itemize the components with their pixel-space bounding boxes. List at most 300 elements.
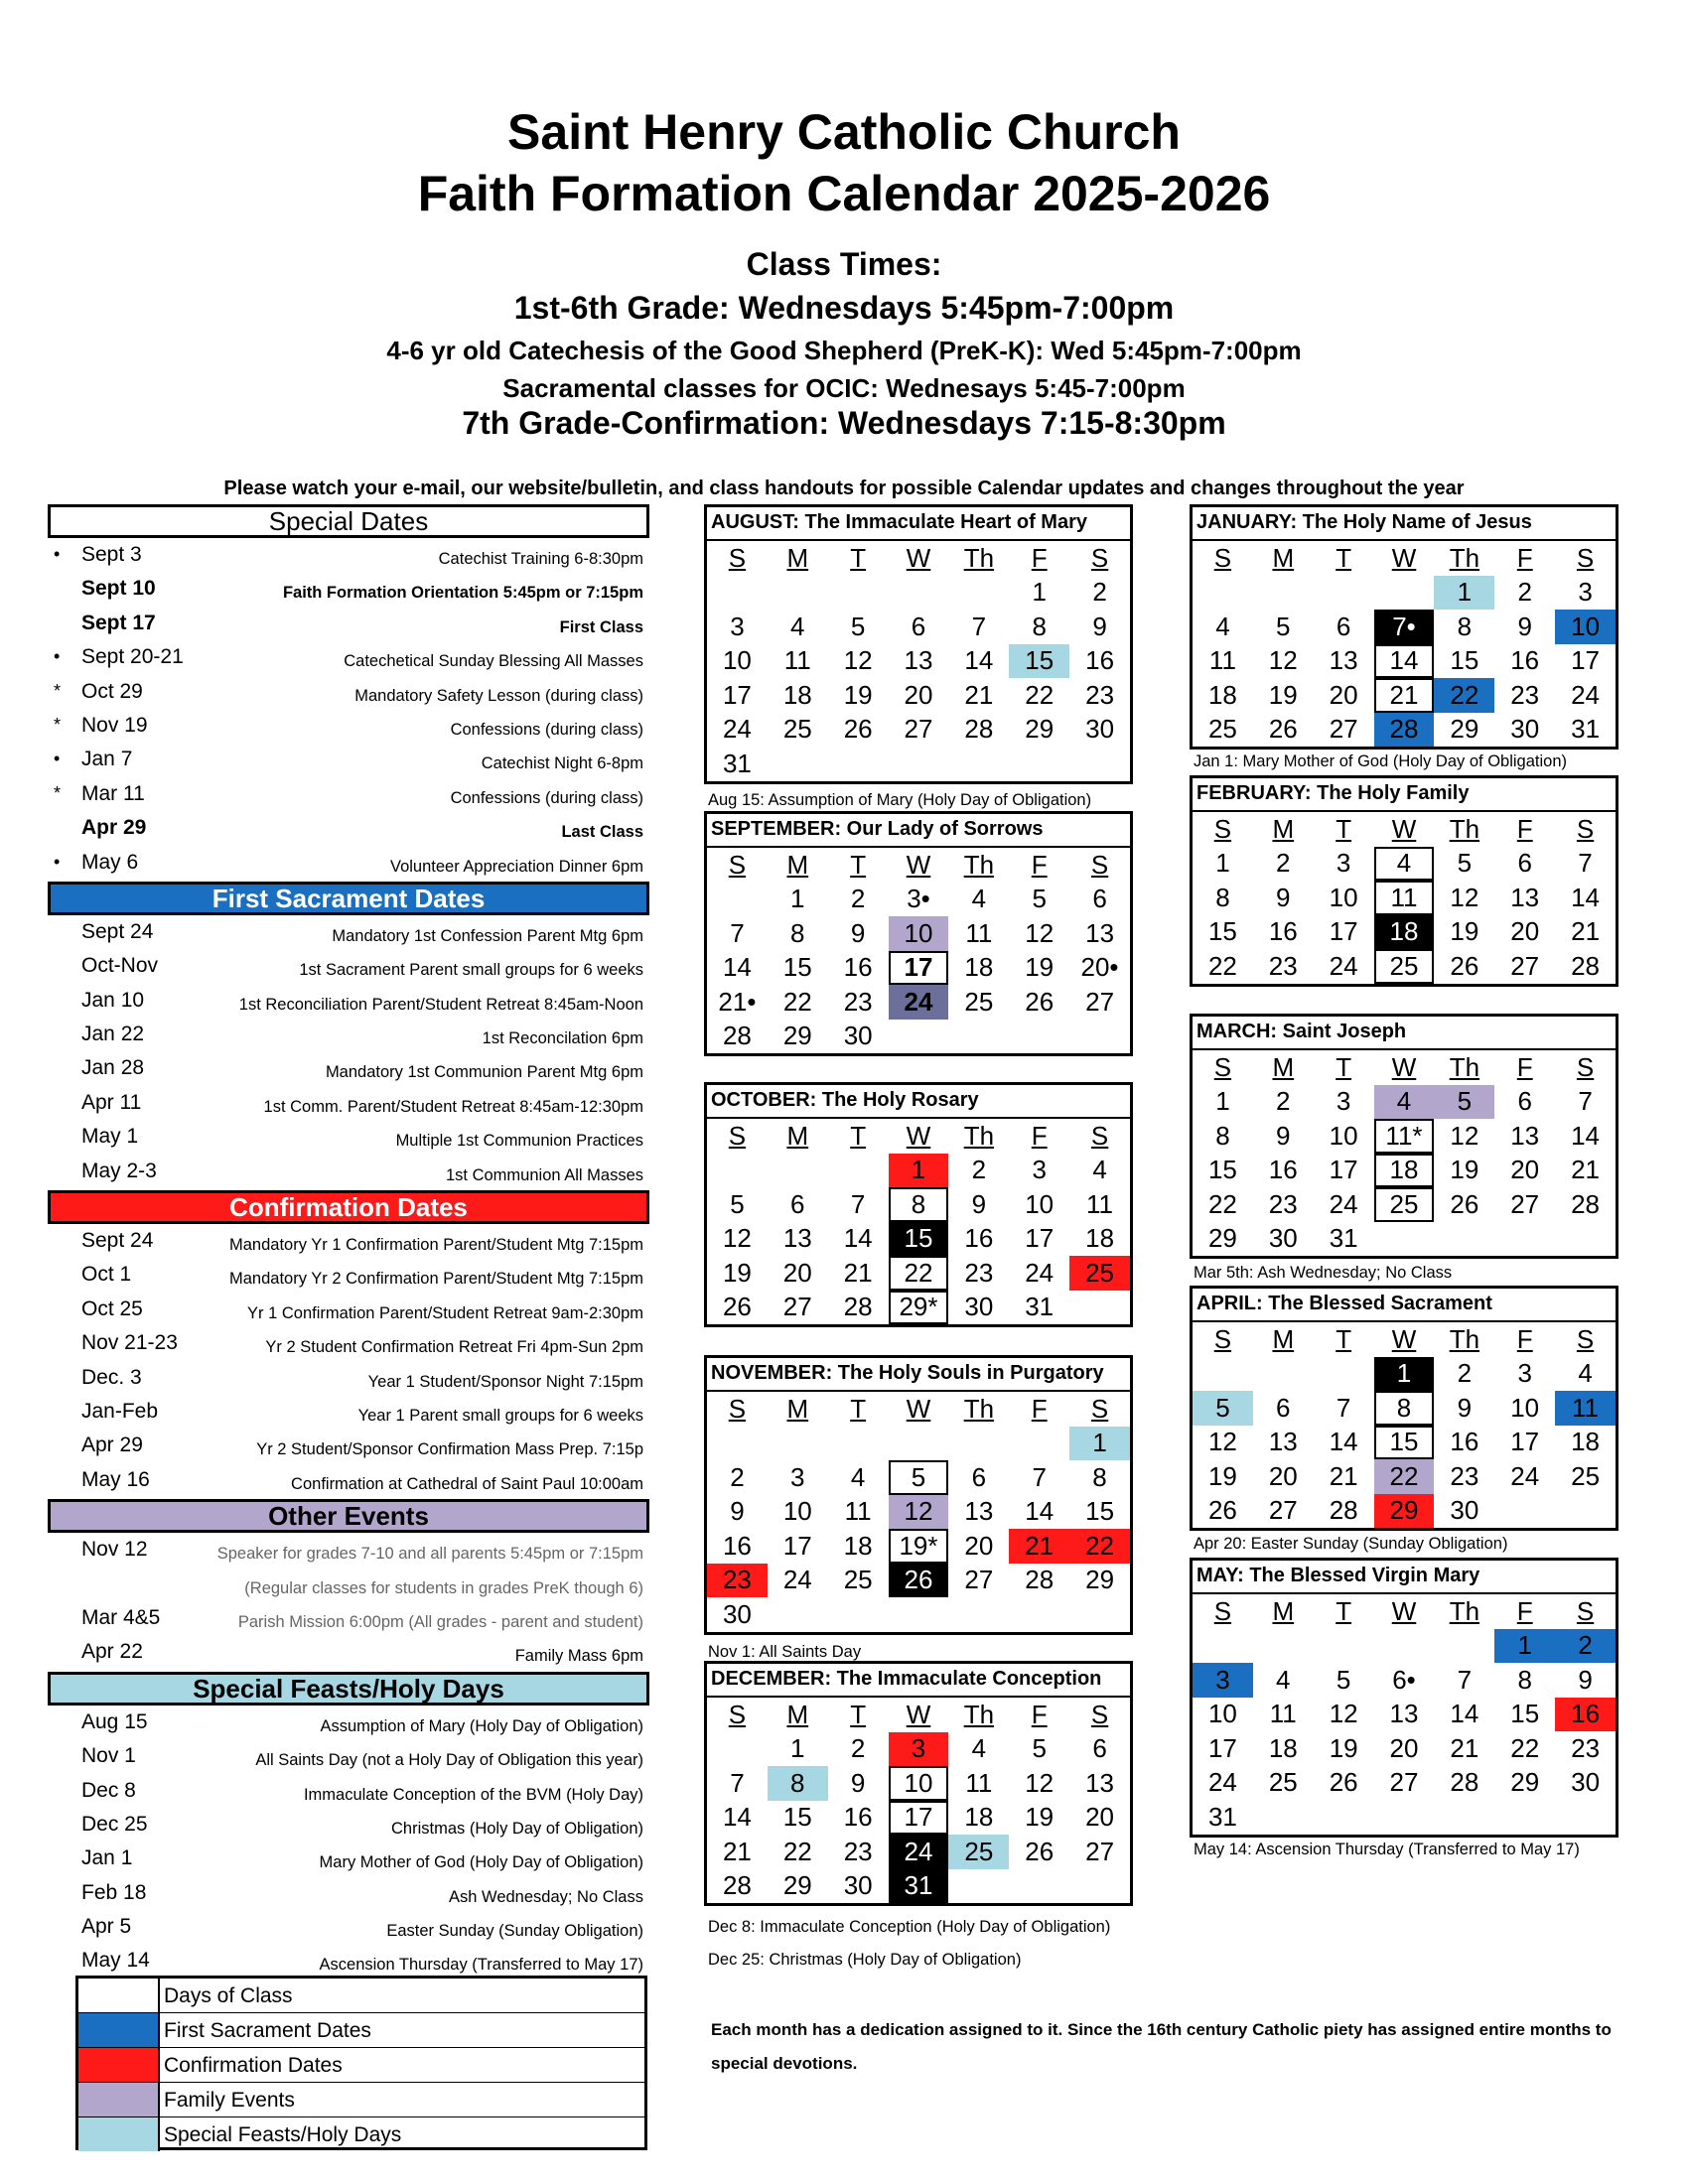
day-cell: 13 <box>1268 1427 1298 1457</box>
event-description: 1st Comm. Parent/Student Retreat 8:45am-12:30pm <box>263 1097 643 1116</box>
empty-cell <box>828 576 889 611</box>
day-cell: 11 <box>965 917 993 948</box>
weekday-header-row <box>1193 1050 1616 1085</box>
day-cell: 1 <box>1494 1629 1555 1664</box>
weekday-header: W <box>906 849 931 880</box>
event-date: Jan 28 <box>81 1056 145 1080</box>
week-row <box>1193 678 1616 713</box>
day-cell: 11 <box>844 1496 872 1527</box>
day-cell: 6• <box>1392 1664 1416 1695</box>
event-description: 1st Reconciliation Parent/Student Retreat 8:45am-Noon <box>238 995 643 1014</box>
day-cell: 28 <box>722 1870 752 1901</box>
event-row <box>48 1878 649 1912</box>
day-cell: 23 <box>843 986 873 1017</box>
empty-cell <box>1494 1494 1555 1529</box>
weekday-header: F <box>1031 849 1048 880</box>
event-description: Easter Sunday (Sunday Obligation) <box>386 1922 643 1941</box>
weekday-header: T <box>850 542 867 573</box>
legend-label: Confirmation Dates <box>164 2054 343 2077</box>
day-cell: 16 <box>1268 1155 1298 1185</box>
event-date: Sept 10 <box>81 577 156 601</box>
week-row <box>707 916 1130 951</box>
day-cell: 12 <box>1207 1427 1237 1457</box>
legend-item <box>78 2117 644 2151</box>
day-cell: 30 <box>1571 1767 1601 1798</box>
day-cell: 29 <box>782 1021 812 1051</box>
legend-swatch <box>78 2117 160 2151</box>
empty-cell <box>1193 1357 1253 1392</box>
day-cell: 9 <box>1517 611 1532 641</box>
event-description: Ash Wednesday; No Class <box>449 1887 643 1906</box>
day-cell: 2 <box>850 884 866 914</box>
day-cell: 7 <box>730 917 745 948</box>
day-cell: 18 <box>1207 679 1237 710</box>
month-calendar <box>704 1661 1133 1906</box>
weekday-header: Th <box>963 849 995 880</box>
day-cell: 3 <box>889 1732 949 1767</box>
day-cell: 7 <box>1578 848 1593 879</box>
empty-cell <box>768 1427 828 1461</box>
week-row <box>707 1256 1130 1291</box>
empty-cell <box>889 1020 949 1054</box>
day-cell: 24 <box>1025 1257 1055 1288</box>
day-cell: 8 <box>889 1187 949 1222</box>
day-cell: 28 <box>1571 1188 1600 1219</box>
legend-swatch <box>78 1979 160 2012</box>
event-description: Mandatory Yr 2 Confirmation Parent/Student Mtg 7:15pm <box>229 1270 643 1289</box>
day-cell: 30 <box>843 1870 873 1901</box>
day-cell: 3 <box>1032 1155 1047 1185</box>
event-date: Dec 8 <box>81 1778 136 1802</box>
event-date: Jan 10 <box>81 988 145 1012</box>
day-cell: 10 <box>1207 1699 1237 1729</box>
day-cell: 24 <box>782 1565 812 1595</box>
event-row <box>48 813 649 847</box>
event-description: Volunteer Appreciation Dinner 6pm <box>390 857 643 876</box>
weekday-header: Th <box>1449 1323 1480 1354</box>
event-date: Jan 7 <box>81 748 133 771</box>
page-subtitle: Faith Formation Calendar 2025-2026 <box>417 166 1271 221</box>
event-date: May 2-3 <box>81 1159 157 1182</box>
week-row <box>1193 1119 1616 1154</box>
event-description: Confessions (during class) <box>450 788 643 807</box>
empty-cell <box>828 1597 889 1632</box>
day-cell: 23 <box>843 1836 873 1866</box>
legend-label: First Sacrament Dates <box>164 2019 371 2042</box>
event-row <box>48 1020 649 1053</box>
day-cell: 5 <box>1434 1085 1494 1120</box>
day-cell: 23 <box>1085 679 1115 710</box>
event-date: Sept 20-21 <box>81 645 184 669</box>
day-cell: 28 <box>1450 1767 1479 1798</box>
day-cell: 14 <box>964 645 994 676</box>
event-description: Mandatory 1st Communion Parent Mtg 6pm <box>325 1063 643 1082</box>
day-cell: 24 <box>889 985 949 1020</box>
week-row <box>707 1732 1130 1767</box>
day-cell: 21 <box>843 1257 873 1288</box>
event-description: Christmas (Holy Day of Obligation) <box>391 1819 643 1838</box>
event-description: 1st Reconcilation 6pm <box>482 1029 643 1048</box>
empty-cell <box>889 747 949 781</box>
day-cell: 26 <box>889 1564 949 1598</box>
day-cell: 7 <box>1032 1461 1047 1492</box>
day-cell: 5 <box>730 1188 745 1219</box>
day-cell: 13 <box>1329 645 1358 676</box>
day-cell: 18 <box>782 679 812 710</box>
empty-cell <box>1314 576 1374 611</box>
event-row <box>48 574 649 608</box>
event-date: Nov 21-23 <box>81 1331 178 1355</box>
day-cell: 8 <box>1215 1120 1230 1151</box>
weekday-header: M <box>1272 1595 1295 1626</box>
weekday-header: W <box>906 1120 931 1151</box>
event-date: Oct 25 <box>81 1297 143 1320</box>
day-cell: 29 <box>782 1870 812 1901</box>
day-cell: 22 <box>1207 1188 1237 1219</box>
day-cell: 10 <box>889 916 949 951</box>
event-date: Jan 1 <box>81 1846 133 1870</box>
event-date: Nov 19 <box>81 713 148 737</box>
day-cell: 31 <box>1207 1801 1237 1832</box>
day-cell: 12 <box>1025 917 1055 948</box>
empty-cell <box>948 1020 1009 1054</box>
empty-cell <box>828 1154 889 1188</box>
day-cell: 5 <box>1336 1664 1351 1695</box>
day-cell: 30 <box>1085 714 1115 745</box>
day-cell: 30 <box>1450 1495 1479 1526</box>
day-cell: 8 <box>768 1766 828 1801</box>
event-description: Year 1 Student/Sponsor Night 7:15pm <box>367 1372 643 1391</box>
day-cell: 1 <box>1032 577 1047 608</box>
weekday-header-row <box>707 1392 1130 1427</box>
month-note: Apr 20: Easter Sunday (Sunday Obligation) <box>1194 1535 1508 1553</box>
day-cell: 6 <box>1092 1733 1107 1764</box>
day-cell: 4 <box>1276 1664 1291 1695</box>
empty-cell <box>1253 1629 1314 1664</box>
event-bullet: • <box>54 749 61 769</box>
event-date: Oct-Nov <box>81 954 159 978</box>
event-description: First Class <box>559 617 643 636</box>
week-row <box>707 1291 1130 1325</box>
empty-cell <box>768 576 828 611</box>
day-cell: 24 <box>722 714 752 745</box>
event-row <box>48 1328 649 1362</box>
day-cell: 14 <box>1450 1699 1479 1729</box>
empty-cell <box>1009 1869 1069 1904</box>
weekday-header: F <box>1031 1120 1048 1151</box>
weekday-header: Th <box>963 1699 995 1729</box>
day-cell: 26 <box>1450 950 1479 981</box>
day-cell: 20 <box>1510 916 1540 947</box>
event-row <box>48 1637 649 1671</box>
weekday-header: W <box>1391 1051 1417 1082</box>
day-cell: 3 <box>730 611 745 641</box>
day-cell: 18 <box>1085 1223 1115 1254</box>
empty-cell <box>1069 1020 1130 1054</box>
day-cell: 19 <box>722 1257 752 1288</box>
day-cell: 9 <box>850 917 866 948</box>
event-row <box>48 1912 649 1946</box>
day-cell: 8 <box>1517 1664 1532 1695</box>
day-cell: 1 <box>889 1154 949 1188</box>
day-cell: 23 <box>1268 950 1298 981</box>
empty-cell <box>1069 1869 1130 1904</box>
dedication-footnote: Each month has a dedication assigned to it. Since the 16th century Catholic piety has assigned entire months to special devotions. <box>711 2020 1612 2073</box>
weekday-header: F <box>1031 1699 1048 1729</box>
event-description: Assumption of Mary (Holy Day of Obligation) <box>320 1716 643 1735</box>
day-cell: 6 <box>1517 1086 1532 1117</box>
weekday-header: S <box>728 1120 747 1151</box>
event-date: Oct 29 <box>81 679 143 703</box>
day-cell: 22 <box>889 1256 949 1291</box>
day-cell: 2 <box>1457 1358 1473 1389</box>
week-row <box>1193 610 1616 644</box>
day-cell: 24 <box>889 1835 949 1869</box>
day-cell: 5 <box>1032 1733 1047 1764</box>
month-title: SEPTEMBER: Our Lady of Sorrows <box>707 814 1130 848</box>
day-cell: 21 <box>722 1836 752 1866</box>
day-cell: 1 <box>1215 1086 1230 1117</box>
event-row <box>48 1570 649 1603</box>
empty-cell <box>1069 747 1130 781</box>
calendar-update-notice: Please watch your e-mail, our website/bulletin, and class handouts for possible Calendar updates and changes throughout the year <box>223 478 1465 499</box>
month-calendar <box>704 1355 1133 1635</box>
day-cell: 7 <box>850 1188 866 1219</box>
day-cell: 14 <box>1329 1427 1358 1457</box>
empty-cell <box>1314 1800 1374 1835</box>
day-cell: 29 <box>1025 714 1055 745</box>
day-cell: 7 <box>1457 1664 1473 1695</box>
event-row <box>48 1431 649 1464</box>
event-date: Nov 1 <box>81 1744 136 1768</box>
day-cell: 6 <box>911 611 926 641</box>
empty-cell <box>707 883 768 917</box>
weekday-header: Th <box>1449 813 1480 844</box>
event-row <box>48 745 649 778</box>
event-row <box>48 1157 649 1190</box>
day-cell: 6 <box>1092 884 1107 914</box>
empty-cell <box>1494 1222 1555 1257</box>
day-cell: 26 <box>1207 1495 1237 1526</box>
week-row <box>707 1801 1130 1836</box>
day-cell: 16 <box>843 1802 873 1833</box>
event-row <box>48 1535 649 1569</box>
event-description: Faith Formation Orientation 5:45pm or 7:15pm <box>282 584 643 603</box>
week-row <box>1193 1459 1616 1494</box>
day-cell: 2 <box>1517 577 1532 608</box>
empty-cell <box>828 1427 889 1461</box>
day-cell: 14 <box>843 1223 873 1254</box>
day-cell: 11 <box>1374 881 1435 915</box>
day-cell: 4 <box>1374 847 1435 882</box>
event-row <box>48 1843 649 1877</box>
day-cell: 30 <box>843 1021 873 1051</box>
weekday-header: M <box>786 1699 809 1729</box>
day-cell: 11 <box>1086 1188 1114 1219</box>
day-cell: 4 <box>790 611 805 641</box>
empty-cell <box>1314 1357 1374 1392</box>
class-time-line-4: 7th Grade-Confirmation: Wednesdays 7:15-8:30pm <box>462 405 1226 441</box>
empty-cell <box>1193 1629 1253 1664</box>
empty-cell <box>707 576 768 611</box>
week-row <box>707 1187 1130 1222</box>
day-cell: 31 <box>889 1869 949 1904</box>
day-cell: 3 <box>1578 577 1593 608</box>
day-cell: 18 <box>1374 915 1435 950</box>
day-cell: 16 <box>1450 1427 1479 1457</box>
day-cell: 30 <box>964 1292 994 1322</box>
day-cell: 23 <box>1268 1188 1298 1219</box>
event-date: May 6 <box>81 850 139 874</box>
day-cell: 29 <box>1510 1767 1540 1798</box>
event-date: Jan 22 <box>81 1023 145 1046</box>
empty-cell <box>1009 1597 1069 1632</box>
day-cell: 21 <box>964 679 994 710</box>
empty-cell <box>1434 1800 1494 1835</box>
event-description: Parish Mission 6:00pm (All grades - parent and student) <box>237 1612 643 1631</box>
class-time-line-1: 1st-6th Grade: Wednesdays 5:45pm-7:00pm <box>513 290 1175 326</box>
week-row <box>1193 1629 1616 1664</box>
week-row <box>1193 1698 1616 1732</box>
week-row <box>1193 1222 1616 1257</box>
weekday-header: S <box>1090 542 1109 573</box>
day-cell: 27 <box>1085 1836 1115 1866</box>
day-cell: 1 <box>790 1733 805 1764</box>
day-cell: 17 <box>1207 1732 1237 1763</box>
legend-swatch <box>78 2048 160 2082</box>
empty-cell <box>707 1154 768 1188</box>
week-row <box>707 1427 1130 1461</box>
day-cell: 27 <box>1085 986 1115 1017</box>
day-cell: 29* <box>889 1291 949 1325</box>
event-row <box>48 642 649 676</box>
day-cell: 3 <box>1517 1358 1532 1389</box>
empty-cell <box>768 1597 828 1632</box>
month-title: JANUARY: The Holy Name of Jesus <box>1193 507 1616 541</box>
day-cell: 26 <box>1268 714 1298 745</box>
month-calendar <box>1190 1286 1618 1531</box>
day-cell: 3 <box>1193 1663 1253 1698</box>
week-row <box>1193 1426 1616 1460</box>
day-cell: 22 <box>782 986 812 1017</box>
event-description: (Regular classes for students in grades PreK though 6) <box>244 1578 643 1597</box>
weekday-header: M <box>1272 1323 1295 1354</box>
week-row <box>1193 1391 1616 1426</box>
day-cell: 2 <box>1092 577 1107 608</box>
events-list <box>48 504 649 1980</box>
day-cell: 9 <box>730 1496 745 1527</box>
day-cell: 20 <box>904 679 933 710</box>
day-cell: 22 <box>1207 950 1237 981</box>
day-cell: 9 <box>1578 1664 1593 1695</box>
day-cell: 14 <box>1025 1496 1055 1527</box>
event-row <box>48 1603 649 1637</box>
day-cell: 21 <box>1009 1529 1069 1564</box>
day-cell: 13 <box>1510 1120 1540 1151</box>
week-row <box>707 1020 1130 1054</box>
day-cell: 27 <box>964 1565 994 1595</box>
weekday-header: T <box>1336 542 1352 573</box>
event-date: Oct 1 <box>81 1263 132 1287</box>
event-bullet: • <box>54 544 61 564</box>
day-cell: 16 <box>1555 1698 1616 1732</box>
day-cell: 28 <box>964 714 994 745</box>
month-title: APRIL: The Blessed Sacrament <box>1193 1289 1616 1322</box>
week-row <box>1193 1085 1616 1120</box>
day-cell: 29 <box>1085 1565 1115 1595</box>
event-bullet: • <box>54 646 61 667</box>
month-title: MARCH: Saint Joseph <box>1193 1017 1616 1050</box>
day-cell: 22 <box>1374 1459 1435 1494</box>
weekday-header: Th <box>963 1393 995 1424</box>
class-time-line-2: 4-6 yr old Catechesis of the Good Shepherd (PreK-K): Wed 5:45pm-7:00pm <box>386 336 1302 365</box>
day-cell: 5 <box>1457 848 1473 879</box>
event-row <box>48 1465 649 1499</box>
day-cell: 1 <box>1374 1357 1435 1392</box>
weekday-header: F <box>1516 1323 1533 1354</box>
day-cell: 16 <box>843 952 873 983</box>
empty-cell <box>948 576 1009 611</box>
day-cell: 2 <box>730 1461 745 1492</box>
event-row <box>48 1122 649 1156</box>
event-row <box>48 677 649 711</box>
day-cell: 24 <box>1207 1767 1237 1798</box>
day-cell: 22 <box>1434 678 1494 713</box>
day-cell: 4 <box>971 884 987 914</box>
event-description: 1st Sacrament Parent small groups for 6 weeks <box>299 961 643 980</box>
empty-cell <box>1434 1222 1494 1257</box>
weekday-header: W <box>906 1699 931 1729</box>
day-cell: 14 <box>722 952 752 983</box>
day-cell: 11 <box>1208 645 1236 676</box>
week-row <box>1193 949 1616 984</box>
event-description: Mandatory 1st Confession Parent Mtg 6pm <box>332 926 643 945</box>
day-cell: 29 <box>1374 1494 1435 1529</box>
week-row <box>707 1529 1130 1564</box>
weekday-header: F <box>1031 1393 1048 1424</box>
week-row <box>1193 713 1616 748</box>
day-cell: 1 <box>1215 848 1230 879</box>
weekday-header: M <box>786 1120 809 1151</box>
month-note: Nov 1: All Saints Day <box>708 1643 862 1661</box>
day-cell: 24 <box>1329 950 1358 981</box>
day-cell: 15 <box>1207 916 1237 947</box>
day-cell: 8 <box>790 917 805 948</box>
week-row <box>707 1835 1130 1869</box>
day-cell: 12 <box>1450 882 1479 912</box>
day-cell: 10 <box>1555 610 1616 644</box>
empty-cell <box>889 1597 949 1632</box>
event-date: Sept 17 <box>81 611 156 634</box>
week-row <box>707 1460 1130 1495</box>
legend-label: Days of Class <box>164 1984 293 2007</box>
day-cell: 11 <box>1555 1391 1616 1426</box>
month-calendar <box>704 504 1133 784</box>
day-cell: 4 <box>850 1461 866 1492</box>
week-row <box>707 1869 1130 1904</box>
day-cell: 18 <box>843 1530 873 1561</box>
day-cell: 21 <box>1450 1732 1479 1763</box>
event-row <box>48 1810 649 1843</box>
day-cell: 27 <box>1510 950 1540 981</box>
event-description: Mandatory Yr 1 Confirmation Parent/Student Mtg 7:15pm <box>229 1236 643 1255</box>
day-cell: 17 <box>889 951 949 986</box>
section-title: Confirmation Dates <box>48 1190 649 1224</box>
event-bullet: * <box>54 714 62 735</box>
event-date: Aug 15 <box>81 1709 148 1733</box>
day-cell: 8 <box>1032 611 1047 641</box>
day-cell: 30 <box>722 1598 752 1629</box>
